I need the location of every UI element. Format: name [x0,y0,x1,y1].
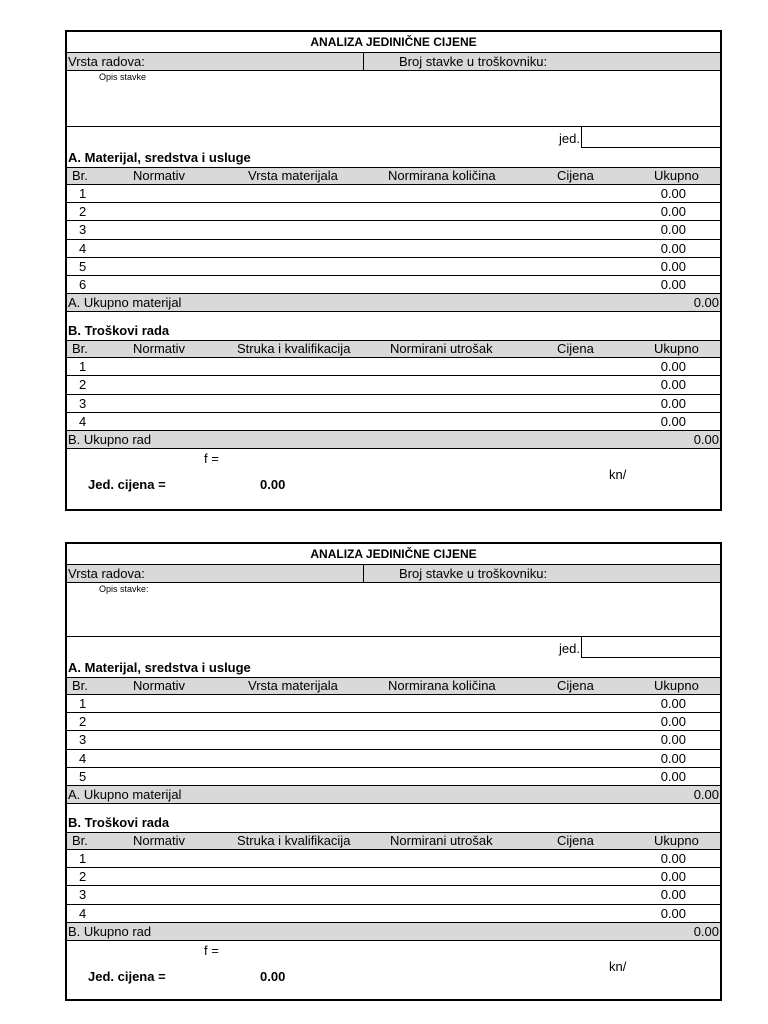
row-total: 0.00 [660,258,686,274]
row-number: 2 [79,377,87,393]
section-gap [67,804,720,814]
row-number: 3 [79,732,87,748]
row-number: 3 [79,395,87,411]
row-total: 0.00 [660,714,686,730]
material-total-value: 0.00 [693,786,719,802]
column-header-3: Struka i kvalifikacija [237,341,351,357]
row-number: 2 [79,714,87,730]
row-number: 1 [79,186,87,201]
material-total-value: 0.00 [693,295,719,311]
column-header-3: Vrsta materijala [248,678,338,693]
labor-section-title: B. Troškovi rada [68,323,170,339]
column-header-2: Normativ [133,341,186,357]
column-header-2: Normativ [133,168,186,183]
column-header-2: Normativ [133,678,186,693]
row-number: 4 [79,905,87,921]
row-total: 0.00 [660,377,686,393]
row-total: 0.00 [660,887,686,903]
column-header-4: Normirani utrošak [390,832,493,848]
labor-total-row [67,431,720,449]
labor-column-header [67,340,720,358]
labor-table-row[interactable] [67,868,720,886]
row-number: 1 [79,850,87,866]
jed-row [67,637,720,659]
kn-unit-label: kn/ [609,466,627,482]
column-header-5: Cijena [557,341,594,357]
material-table-row[interactable] [67,695,720,713]
material-section-title: A. Materijal, sredstva i usluge [68,150,251,165]
form-header-row [67,53,720,71]
unit-price-analysis-form-2 [65,542,722,1001]
row-number: 2 [79,204,87,220]
material-column-header [67,167,720,185]
opis-stavke-area[interactable] [67,71,720,127]
jed-input[interactable] [581,127,722,148]
material-table-row[interactable] [67,240,720,258]
labor-table-row[interactable] [67,376,720,394]
row-number: 3 [79,222,87,238]
labor-total-label: B. Ukupno rad [68,923,152,939]
labor-total-value: 0.00 [693,431,719,447]
column-header-3: Vrsta materijala [248,168,338,183]
material-total-row [67,294,720,312]
row-total: 0.00 [660,395,686,411]
jed-cijena-value: 0.00 [260,968,286,984]
vrsta-radova-field[interactable]: Vrsta radova: [67,565,364,582]
row-total: 0.00 [660,696,686,711]
material-total-label: A. Ukupno materijal [68,295,182,311]
jed-row [67,127,720,149]
row-number: 1 [79,696,87,711]
row-total: 0.00 [660,240,686,256]
material-total-label: A. Ukupno materijal [68,786,182,802]
jed-cijena-value: 0.00 [260,476,286,492]
material-table-row[interactable] [67,221,720,239]
labor-table-row[interactable] [67,395,720,413]
material-table-row[interactable] [67,750,720,768]
row-total: 0.00 [660,359,686,375]
opis-stavke-label: Opis stavke [99,72,147,82]
column-header-5: Cijena [557,168,594,183]
row-number: 2 [79,869,87,885]
row-number: 4 [79,750,87,766]
labor-section-title: B. Troškovi rada [68,814,170,830]
material-table-row[interactable] [67,185,720,203]
material-column-header [67,677,720,695]
column-header-6: Ukupno [654,168,699,183]
jed-cijena-label: Jed. cijena = [88,968,166,984]
row-number: 5 [79,258,87,274]
labor-table-row[interactable] [67,886,720,904]
row-total: 0.00 [660,768,686,784]
row-number: 5 [79,768,87,784]
column-header-1: Br. [72,678,88,693]
material-table-row[interactable] [67,258,720,276]
column-header-4: Normirana količina [388,168,496,183]
row-number: 3 [79,887,87,903]
form-header-row [67,565,720,583]
row-number: 6 [79,276,87,292]
kn-unit-label: kn/ [609,958,627,974]
opis-stavke-area[interactable] [67,583,720,637]
column-header-5: Cijena [557,678,594,693]
section-gap [67,312,720,322]
material-total-row [67,786,720,804]
f-label: f = [204,942,219,958]
row-number: 4 [79,413,87,429]
jed-label: jed. [559,131,580,146]
material-table-row[interactable] [67,276,720,294]
broj-stavke-field[interactable]: Broj stavke u troškovniku: [399,54,548,69]
labor-table-row[interactable] [67,850,720,868]
row-number: 4 [79,240,87,256]
jed-cijena-label: Jed. cijena = [88,476,166,492]
row-number: 1 [79,359,87,375]
f-label: f = [204,450,219,466]
labor-total-label: B. Ukupno rad [68,431,152,447]
form-footer [67,941,720,993]
vrsta-radova-field[interactable]: Vrsta radova: [67,53,364,70]
material-table-row[interactable] [67,731,720,749]
row-total: 0.00 [660,750,686,766]
column-header-4: Normirani utrošak [390,341,493,357]
jed-input[interactable] [581,637,722,658]
row-total: 0.00 [660,204,686,220]
row-total: 0.00 [660,222,686,238]
column-header-3: Struka i kvalifikacija [237,832,351,848]
form-title: ANALIZA JEDINIČNE CIJENE [67,544,720,565]
column-header-4: Normirana količina [388,678,496,693]
material-table-row[interactable] [67,768,720,786]
column-header-6: Ukupno [654,341,699,357]
row-total: 0.00 [660,413,686,429]
row-total: 0.00 [660,186,686,201]
labor-total-value: 0.00 [693,923,719,939]
column-header-2: Normativ [133,832,186,848]
form-footer [67,449,720,501]
column-header-1: Br. [72,168,88,183]
opis-stavke-label: Opis stavke: [99,584,149,594]
broj-stavke-field[interactable]: Broj stavke u troškovniku: [399,566,548,581]
jed-label: jed. [559,641,580,656]
labor-table-row[interactable] [67,905,720,923]
labor-table-row[interactable] [67,413,720,431]
material-section-title: A. Materijal, sredstva i usluge [68,660,251,675]
form-title: ANALIZA JEDINIČNE CIJENE [67,32,720,53]
row-total: 0.00 [660,732,686,748]
column-header-5: Cijena [557,832,594,848]
column-header-6: Ukupno [654,678,699,693]
unit-price-analysis-form-1 [65,30,722,511]
column-header-1: Br. [72,341,88,357]
row-total: 0.00 [660,869,686,885]
material-table-row[interactable] [67,713,720,731]
row-total: 0.00 [660,850,686,866]
labor-column-header [67,832,720,850]
material-table-row[interactable] [67,203,720,221]
column-header-1: Br. [72,832,88,848]
row-total: 0.00 [660,276,686,292]
labor-total-row [67,923,720,941]
labor-table-row[interactable] [67,358,720,376]
column-header-6: Ukupno [654,832,699,848]
row-total: 0.00 [660,905,686,921]
